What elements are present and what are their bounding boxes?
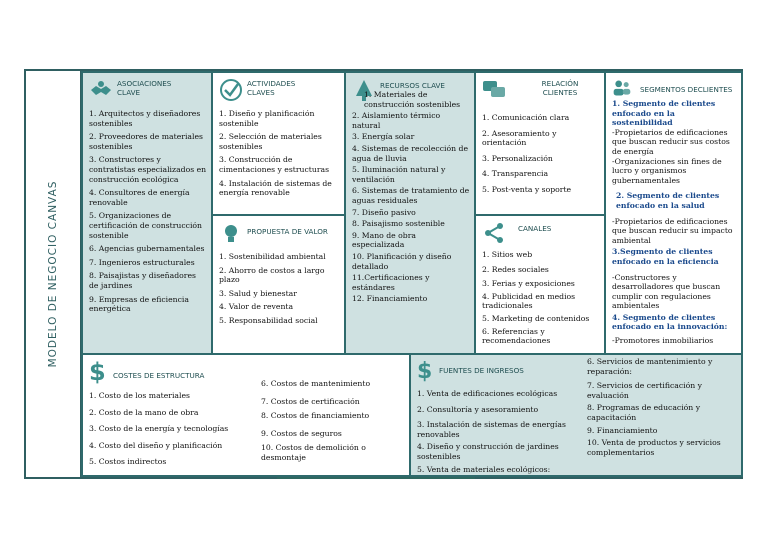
key-activities-list <box>219 109 340 202</box>
list-item: 8. Paisajistas y diseñadores de jardines <box>89 271 196 290</box>
list-item: 7. Diseño pasivo <box>352 207 416 217</box>
list-item: 4. Instalación de sistemas de energía renovable <box>219 178 332 198</box>
value-proposition-title: PROPUESTA DE VALOR <box>247 227 328 236</box>
list-item: 8. Paisajismo sostenible <box>352 219 445 229</box>
list-item: 7. Ingenieros estructurales <box>89 257 195 267</box>
segment-title: 3.Segmento de clientes enfocado en la eficiencia <box>612 247 719 266</box>
key-resources-list <box>352 90 470 306</box>
list-item: 10. Venta de productos y servicios complementarios <box>587 438 721 457</box>
segment-description: -Propietarios de edificaciones que buscan reducir sus costos de energía -Organizaciones sin fines de lucro y organismos gubernamentales <box>612 127 730 185</box>
list-item: 4. Transparencia <box>482 169 549 179</box>
key-resources-block <box>344 71 476 355</box>
list-item: 3. Energía solar <box>352 132 415 142</box>
segment-description: -Promotores inmobiliarios <box>612 336 714 346</box>
list-item: 6. Servicios de mantenimiento y reparación: <box>587 357 713 376</box>
list-item: 4. Publicidad en medios tradicionales <box>482 291 576 311</box>
list-item: 5. Post-venta y soporte <box>482 184 572 194</box>
list-item: 9. Costos de seguros <box>261 428 342 438</box>
list-item: 5. Iluminación natural y ventilación <box>352 165 446 184</box>
key-activities-title: ACTIVIDADES CLAVES <box>247 79 296 97</box>
people-icon <box>612 78 632 98</box>
list-item: 10. Costos de demolición o desmontaje <box>261 443 366 462</box>
segment-group <box>612 99 737 185</box>
canvas-title: MODELO DE NEGOCIO CANVAS <box>47 180 59 368</box>
cost-structure-col2 <box>261 379 405 468</box>
chat-bubbles-icon <box>482 78 506 102</box>
lightbulb-icon <box>219 221 243 245</box>
value-proposition-list <box>219 252 340 330</box>
list-item: 8. Costos de financiamiento <box>261 411 370 421</box>
list-item: 6. Sistemas de tratamiento de aguas residuales <box>352 186 470 205</box>
list-item: 2. Proveedores de materiales sostenibles <box>89 132 203 151</box>
list-item: 1. Sitios web <box>482 250 533 259</box>
revenue-streams-block <box>409 353 743 477</box>
checkmark-icon <box>219 78 243 102</box>
customer-segments-block <box>604 71 743 355</box>
cost-structure-col1 <box>89 391 259 474</box>
list-item: 4. Sistemas de recolección de agua de lluvia <box>352 143 468 163</box>
list-item: 2. Aislamiento térmico natural <box>352 111 441 130</box>
cost-structure-title: COSTES DE ESTRUCTURA <box>113 371 205 380</box>
list-item: 2. Redes sociales <box>482 264 549 274</box>
list-item: 2. Consultoría y asesoramiento <box>417 404 539 414</box>
list-item: 11.Certificaciones y estándares <box>352 273 430 292</box>
customer-relationships-title: RELACIÓN CLIENTES <box>541 79 579 97</box>
side-title-bar <box>26 71 82 477</box>
customer-segments-title: SEGMENTOS DECLIENTES <box>640 85 733 94</box>
list-item: 1. Arquitectos y diseñadores sostenibles <box>89 109 201 128</box>
list-item: 3. Instalación de sistemas de energías renovables <box>417 420 566 439</box>
list-item: 5. Costos indirectos <box>89 457 167 467</box>
list-item: 2. Costo de la mano de obra <box>89 407 199 417</box>
list-item: 4. Valor de reventa <box>219 302 294 312</box>
channels-title: CANALES <box>518 224 552 233</box>
dollar-icon: $ <box>417 359 433 384</box>
list-item: 2. Asesoramiento y orientación <box>482 128 557 148</box>
business-model-canvas <box>24 69 743 479</box>
key-partners-title: ASOCIACIONES CLAVE <box>117 79 172 97</box>
key-partners-list <box>89 109 207 318</box>
list-item: 10. Planificación y diseño detallado <box>352 251 452 271</box>
list-item: 3. Construcción de cimentaciones y estructuras <box>219 155 330 174</box>
customer-segments-list <box>612 99 737 348</box>
list-item: 1. Comunicación clara <box>482 113 570 122</box>
customer-relationships-block <box>474 71 606 216</box>
segment-title: 2. Segmento de clientes enfocado en la salud <box>616 191 720 210</box>
list-item: 5. Organizaciones de certificación de construcción sostenible <box>89 211 202 240</box>
list-item: 9. Mano de obra especializada <box>352 230 416 250</box>
list-item: 2. Selección de materiales sostenibles <box>219 132 322 151</box>
list-item: 1. Diseño y planificación sostenible <box>219 109 315 128</box>
key-activities-block <box>211 71 346 216</box>
list-item: 3. Personalización <box>482 153 553 163</box>
list-item: 12. Financiamiento <box>352 294 428 304</box>
segment-title: 4. Segmento de clientes enfocado en la innovación: <box>612 312 728 332</box>
list-item: 8. Programas de educación y capacitación <box>587 403 701 422</box>
handshake-icon <box>89 78 113 102</box>
cost-structure-block <box>81 353 411 477</box>
dollar-icon: $ <box>89 358 106 386</box>
list-item: 6. Agencias gubernamentales <box>89 244 205 254</box>
segment-description: -Propietarios de edificaciones que buscan reducir su impacto ambiental <box>612 216 733 245</box>
list-item: 4. Costo del diseño y planificación <box>89 440 223 450</box>
value-proposition-block <box>211 214 346 355</box>
customer-relationships-list <box>482 113 600 201</box>
list-item: 6. Referencias y recomendaciones <box>482 326 551 346</box>
revenue-streams-col1 <box>417 389 585 477</box>
channels-list <box>482 250 600 349</box>
list-item: 3. Salud y bienestar <box>219 288 297 298</box>
list-item: 1. Sostenibilidad ambiental <box>219 252 326 261</box>
key-resources-title: RECURSOS CLAVE <box>380 81 445 90</box>
list-item: 2. Ahorro de costos a largo plazo <box>219 265 325 285</box>
share-icon <box>482 221 506 245</box>
list-item: 5. Marketing de contenidos <box>482 313 590 323</box>
list-item: 3. Constructores y contratistas especializados en construcción ecológica <box>89 155 207 184</box>
revenue-streams-col2 <box>587 357 737 460</box>
list-item: 9. Financiamiento <box>587 425 658 435</box>
list-item: 6. Costos de mantenimiento <box>261 379 371 388</box>
list-item: 4. Diseño y construcción de jardines sostenibles <box>417 442 559 461</box>
revenue-streams-title: FUENTES DE INGRESOS <box>439 366 524 375</box>
segment-group <box>612 313 737 346</box>
list-item: 3. Ferias y exposiciones <box>482 279 575 289</box>
list-item: 7. Costos de certificación <box>261 396 360 406</box>
list-item: 9. Empresas de eficiencia energética <box>89 294 189 314</box>
segment-group <box>612 247 737 311</box>
list-item: 1. Venta de edificaciones ecológicas <box>417 389 558 398</box>
list-item: 1. Materiales de construcción sostenibles <box>364 90 461 109</box>
segment-description: -Constructores y desarrolladores que buscan cumplir con regulaciones ambientales <box>612 272 721 311</box>
segment-title: 1. Segmento de clientes enfocado en la sostenibilidad <box>612 99 716 128</box>
list-item: 7. Servicios de certificación y evaluación <box>587 381 702 400</box>
list-item: 5. Venta de materiales ecológicos: <box>417 464 551 474</box>
list-item: 5. Responsabilidad social <box>219 315 318 325</box>
channels-block <box>474 214 606 355</box>
list-item: 3. Costo de la energía y tecnologías <box>89 424 229 434</box>
key-partners-block <box>81 71 213 355</box>
list-item: 1. Costo de los materiales <box>89 391 190 400</box>
list-item: 4. Consultores de energía renovable <box>89 188 190 207</box>
segment-group <box>612 191 737 245</box>
